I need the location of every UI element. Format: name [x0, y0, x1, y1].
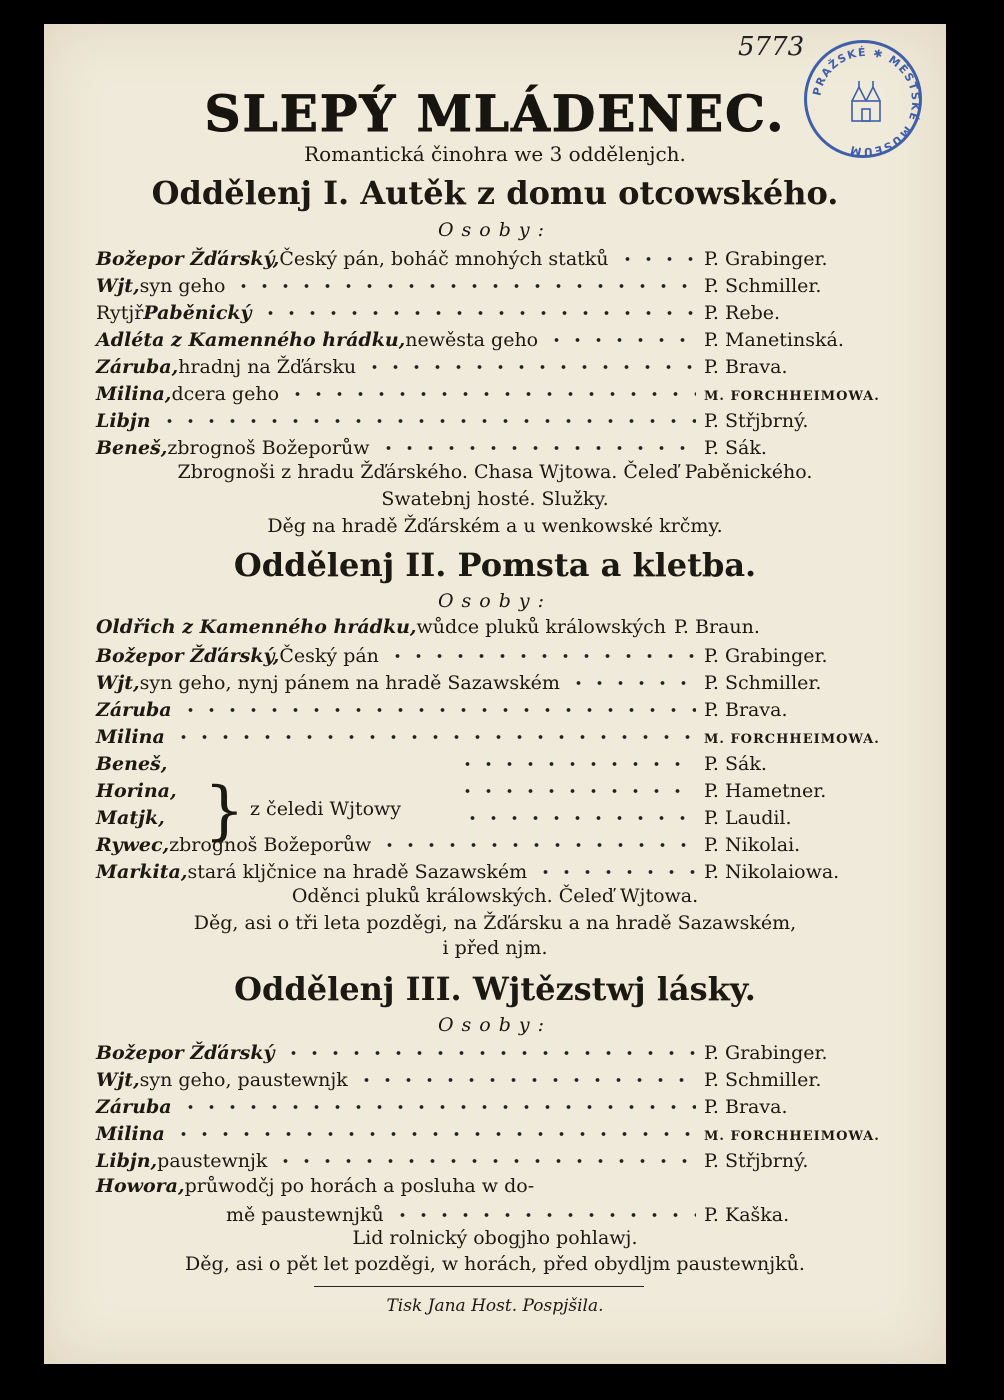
act3-cast-row: mě paustewnjků P. Kaška. [226, 1204, 790, 1226]
act2-cast-row: Wjt, syn geho, nynj pánem na hradě Sazawském P. Schmiller. [96, 672, 822, 694]
playbill-page [44, 24, 946, 1364]
act1-note: Swatebnj hosté. Služky. [381, 488, 609, 510]
act3-cast-row: Libjn, paustewnjk P. Střjbrný. [96, 1150, 809, 1172]
act2-cast-row: Markita, stará kljčnice na hradě Sazawském P. Nikolaiowa. [96, 861, 840, 883]
group-brace: } [204, 774, 245, 848]
act2-persons-label: Osoby: [437, 590, 553, 612]
group-label: z čeledi Wjtowy [250, 798, 402, 820]
footer-rule [314, 1286, 644, 1287]
act3-note: Lid rolnický obogjho pohlawj. [352, 1227, 638, 1249]
act1-cast-row: Adléta z Kamenného hrádku, newěsta geho P. Manetinská. [96, 329, 844, 351]
act1-cast-row: Milina, dcera geho M. FORCHHEIMOWA. [96, 383, 880, 405]
act1-note: Zbrognoši z hradu Žďárského. Chasa Wjtowa. Čeleď Paběnického. [177, 461, 813, 483]
stamp-text: PRAŽSKÉ ✱ MĚSTSKÉ MUSEUM [810, 45, 923, 159]
act3-cast-row: Záruba P. Brava. [96, 1096, 788, 1118]
act1-heading: Oddělenj I. Autěk z domu otcowského. [151, 174, 839, 212]
act1-cast-row: Libjn P. Střjbrný. [96, 410, 809, 432]
act1-note: Děg na hradě Žďárském a u wenkowské krčmy. [267, 515, 723, 537]
act1-cast-row: Beneš, zbrognoš Božeporůw P. Sák. [96, 437, 767, 459]
act3-note: Děg, asi o pět let pozděgi, w horách, před obydljm paustewnjků. [185, 1253, 805, 1275]
act3-cast-row: Milina M. FORCHHEIMOWA. [96, 1123, 880, 1145]
act2-note: Děg, asi o tři leta pozděgi, na Žďársku a na hradě Sazawském, [193, 912, 797, 934]
printer-imprint: Tisk Jana Host. Pospjšila. [386, 1296, 604, 1316]
act3-cast-row: Božepor Žďárský P. Grabinger. [96, 1042, 828, 1064]
act2-note: i před njm. [442, 937, 548, 959]
act2-cast-row: Milina M. FORCHHEIMOWA. [96, 726, 880, 748]
act3-cast-row: Howora, průwodčj po horách a posluha w do- [96, 1175, 535, 1197]
act3-persons-label: Osoby: [437, 1014, 553, 1036]
act1-cast-row: Rytjř Paběnický P. Rebe. [96, 302, 781, 324]
play-title: SLEPÝ MLÁDENEC. [204, 84, 786, 143]
play-subtitle: Romantická činohra we 3 oddělenjch. [304, 142, 686, 166]
act2-note: Oděnci pluků králowských. Čeleď Wjtowa. [291, 885, 699, 907]
act3-heading: Oddělenj III. Wjtězstwj lásky. [234, 970, 756, 1008]
act3-cast-row: Wjt, syn geho, paustewnjk P. Schmiller. [96, 1069, 822, 1091]
act2-cast-row: Rywec, zbrognoš Božeporůw P. Nikolai. [96, 834, 801, 856]
act1-cast-row: Božepor Žďárský, Český pán, boháč mnohých statků P. Grabinger. [96, 248, 828, 270]
act2-heading: Oddělenj II. Pomsta a kletba. [233, 546, 757, 584]
act2-cast-row: Beneš, P. Sák. [96, 753, 767, 775]
act2-cast-row: Horina, P. Hametner. [96, 780, 827, 802]
catalog-number: 5773 [738, 32, 805, 62]
act2-cast-row: Záruba P. Brava. [96, 699, 788, 721]
act1-cast-row: Wjt, syn geho P. Schmiller. [96, 275, 822, 297]
act2-cast-row: Oldřich z Kamenného hrádku, wůdce pluků králowských P. Braun. [96, 616, 760, 638]
act1-persons-label: Osoby: [437, 219, 553, 241]
act2-cast-row: Matjk, P. Laudil. [96, 807, 792, 829]
act2-cast-row: Božepor Žďárský, Český pán P. Grabinger. [96, 645, 828, 667]
act1-cast-row: Záruba, hradnj na Žďársku P. Brava. [96, 356, 788, 378]
